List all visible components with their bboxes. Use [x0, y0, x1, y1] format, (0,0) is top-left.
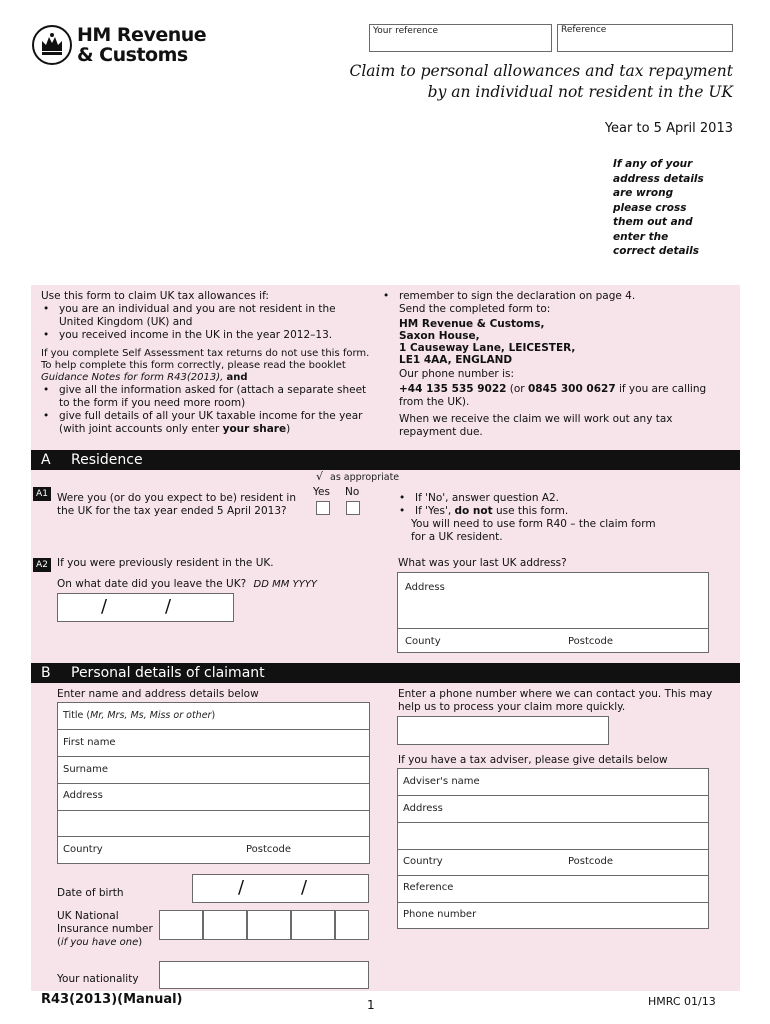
send-to: Send the completed form to: [399, 303, 551, 315]
a1-no-checkbox[interactable] [346, 501, 360, 515]
your-reference-label: Your reference [373, 26, 439, 36]
phone-lead: Our phone number is: [399, 368, 515, 380]
address-label: Address [63, 790, 103, 801]
a1-note [397, 505, 697, 518]
address-note-line: If any of your [613, 158, 693, 170]
a1-yes-checkbox[interactable] [316, 501, 330, 515]
title-input[interactable] [58, 703, 369, 728]
dob-field[interactable] [192, 874, 369, 903]
date-separator: / [301, 877, 308, 898]
advisers-name-label: Adviser's name [403, 776, 480, 787]
postcode-label: Postcode [568, 636, 614, 647]
nationality-input[interactable] [159, 961, 369, 989]
adviser-reference-input[interactable] [398, 875, 708, 900]
nino-label [57, 910, 153, 949]
address-line: HM Revenue & Customs, [399, 318, 545, 330]
address-note-line: are wrong [613, 187, 674, 199]
intro-bullets-2 [41, 384, 371, 436]
intro-bullet [41, 410, 371, 436]
nino-box[interactable] [335, 910, 369, 940]
as-appropriate-label: as appropriate [330, 472, 400, 483]
form-code: R43(2013)(Manual) [41, 992, 183, 1007]
yes-label: Yes [313, 486, 330, 498]
nationality-label: Your nationality [57, 973, 139, 985]
sa-line: To help complete this form correctly, please read the booklet [41, 360, 346, 371]
section-b-header [31, 663, 740, 683]
note-text: If 'Yes', [415, 505, 455, 517]
intro-right-bullets [381, 290, 719, 303]
country-label: Country [63, 844, 103, 855]
section-a-letter: A [41, 452, 51, 468]
nino-optional: if you have one [60, 937, 139, 948]
tax-year: Year to 5 April 2013 [604, 121, 733, 136]
reference-field[interactable] [557, 24, 733, 52]
bullet-bold: your share [222, 423, 287, 435]
first-name-label: First name [63, 737, 116, 748]
intro-bullet: • remember to sign the declaration on page 4. [381, 290, 719, 303]
a2-date-format: DD MM YYYY [253, 579, 317, 590]
address-note-line: address details [613, 172, 704, 185]
a1-question: Were you (or do you expect to be) resident in the UK for the tax year ended 5 April 2013? [57, 492, 296, 517]
nino-label-line: Insurance number [57, 923, 153, 935]
phone-numbers [399, 383, 719, 409]
nino-box[interactable] [291, 910, 335, 940]
address-label: Address [405, 582, 445, 593]
nino-label-line: UK National [57, 910, 119, 922]
guidance-notes-title: Guidance Notes for form R43(2013), [41, 372, 224, 383]
title-options: Mr, Mrs, Ms, Miss or other [90, 710, 212, 721]
nino-box[interactable] [247, 910, 291, 940]
page-number: 1 [367, 998, 375, 1012]
leave-date-field[interactable] [57, 593, 234, 622]
adviser-phone-input[interactable] [398, 902, 708, 928]
reference-label: Reference [561, 25, 607, 35]
sa-note [41, 348, 371, 384]
a1-notes [397, 492, 697, 544]
sa-line [41, 372, 371, 384]
date-separator: / [165, 596, 172, 617]
a1-note-r40: You will need to use form R40 – the claim form for a UK resident. [411, 518, 656, 543]
a2-question: On what date did you leave the UK? [57, 578, 247, 590]
address-note [613, 157, 704, 259]
adviser-address-input[interactable] [398, 796, 708, 848]
phone-uk: 0845 300 0627 [527, 383, 616, 395]
a2-question-line [57, 578, 317, 591]
date-separator: / [238, 877, 245, 898]
logo-line-2: & Customs [77, 44, 188, 66]
logo-line-1: HM Revenue [77, 24, 207, 46]
bullet-text: ) [286, 423, 291, 435]
form-title-line-1: Claim to personal allowances and tax repayment [349, 62, 733, 80]
note-bold: do not [454, 505, 493, 517]
last-uk-address-question: What was your last UK address? [398, 557, 567, 569]
adviser-country-label: Country [403, 856, 443, 867]
address-input[interactable] [58, 783, 369, 835]
intro-left [41, 290, 371, 436]
a1-notes-list [397, 492, 697, 518]
address-note-line: them out and [613, 216, 693, 228]
note-text: use this form. [492, 505, 569, 517]
form-title [349, 61, 733, 103]
phone-lead: Enter a phone number where we can contact you. This may help us to process your claim more quickly. [398, 688, 713, 713]
adviser-lead: If you have a tax adviser, please give details below [398, 754, 668, 766]
postcode-label: Postcode [246, 844, 292, 855]
section-a-header [31, 450, 740, 470]
last-uk-address-box[interactable] [397, 572, 709, 653]
surname-label: Surname [63, 764, 108, 775]
a1-note: • If 'No', answer question A2. [397, 492, 697, 505]
intro-bullet: • you are an individual and you are not resident in the United Kingdom (UK) and [41, 303, 371, 329]
name-address-lead: Enter name and address details below [57, 688, 259, 700]
first-name-input[interactable] [58, 730, 369, 755]
a1-tag: A1 [33, 487, 51, 501]
intro-lead: Use this form to claim UK tax allowances if: [41, 290, 269, 302]
repay-note: When we receive the claim we will work out any tax repayment due. [399, 413, 673, 438]
intro-bullet: • you received income in the UK in the year 2012–13. [41, 329, 371, 342]
surname-input[interactable] [58, 757, 369, 782]
advisers-name-input[interactable] [398, 769, 708, 794]
your-reference-field[interactable] [369, 24, 552, 52]
dob-label: Date of birth [57, 887, 124, 899]
date-separator: / [101, 596, 108, 617]
form-title-line-2: by an individual not resident in the UK [427, 83, 733, 101]
adviser-reference-label: Reference [403, 882, 454, 893]
section-b-title: Personal details of claimant [71, 665, 265, 681]
intro-right [399, 290, 719, 439]
adviser-postcode-label: Postcode [568, 856, 614, 867]
phone-text: if you are calling from the UK). [399, 383, 707, 408]
address-note-line: please cross [613, 201, 687, 214]
address-note-line: enter the [613, 230, 669, 243]
tick-mark: √ [316, 470, 324, 483]
address-line: 1 Causeway Lane, LEICESTER, [399, 342, 576, 354]
contact-phone-input[interactable] [397, 716, 609, 745]
hmrc-code: HMRC 01/13 [648, 995, 716, 1008]
a2-tag: A2 [33, 558, 51, 572]
adviser-address-label: Address [403, 803, 443, 814]
bullet-text: give full details of all your UK taxable income for the year (with joint accounts only enter [59, 410, 363, 435]
no-label: No [345, 486, 360, 498]
address-line: LE1 4AA, ENGLAND [399, 354, 513, 366]
nino-label-line: (if you have one) [57, 937, 143, 948]
intro-bullet: • give all the information asked for (attach a separate sheet to the form if you need more room) [41, 384, 371, 410]
phone-intl: +44 135 535 9022 [399, 383, 507, 395]
a2-intro: If you were previously resident in the UK. [57, 557, 274, 569]
intro-bullets [41, 303, 371, 342]
nino-box[interactable] [159, 910, 203, 940]
title-text: Title ( [63, 710, 91, 721]
crown-crest-icon [31, 24, 73, 66]
address-note-line: correct details [613, 245, 700, 257]
address-line: Saxon House, [399, 330, 480, 342]
section-b-letter: B [41, 665, 51, 681]
phone-text: (or [506, 383, 528, 395]
sa-line: If you complete Self Assessment tax returns do not use this form. [41, 348, 370, 359]
nino-box[interactable] [203, 910, 247, 940]
hmrc-address [399, 318, 719, 366]
title-text: ) [211, 710, 216, 721]
adviser-phone-label: Phone number [403, 909, 477, 920]
hmrc-logo [31, 24, 211, 68]
county-label: County [405, 636, 441, 647]
sa-and: and [226, 372, 248, 383]
section-a-title: Residence [71, 452, 143, 468]
